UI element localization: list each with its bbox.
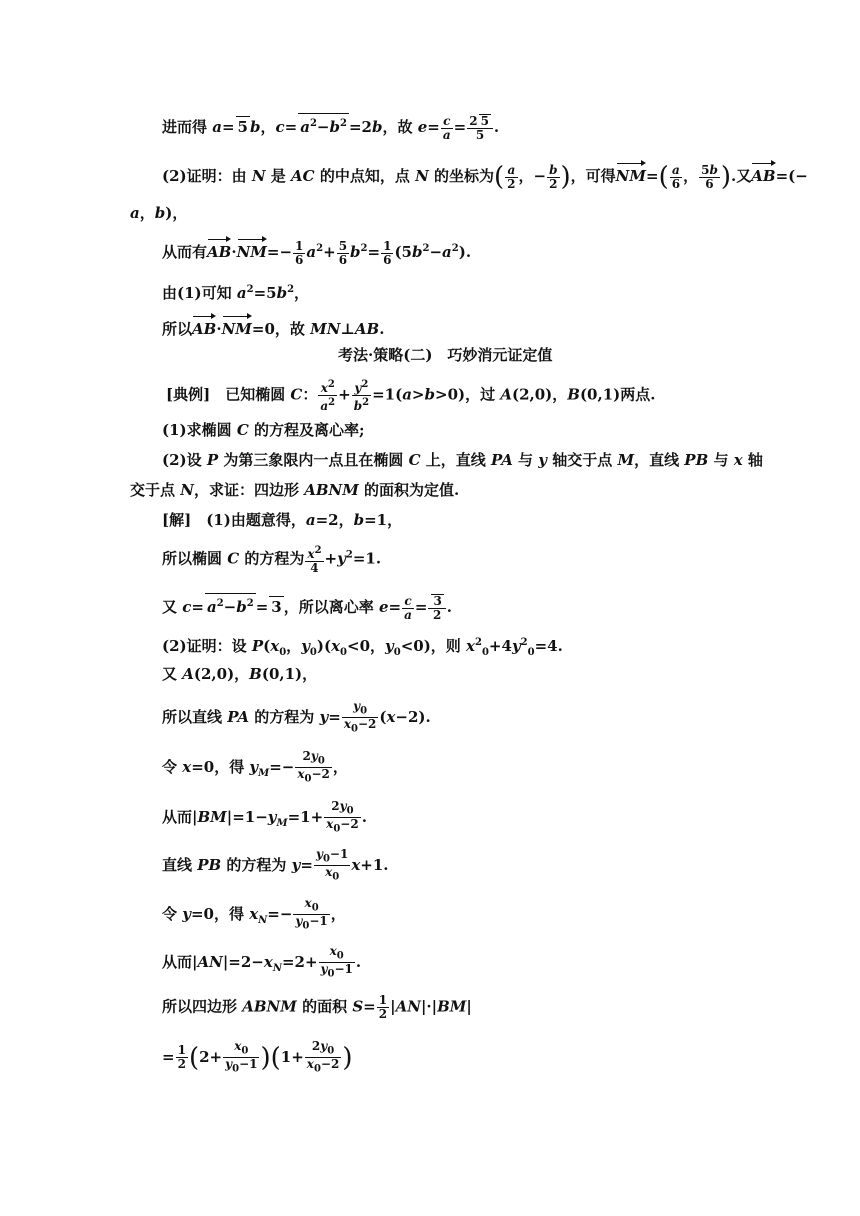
text-line-19: 从而$|BM|=1-y_M=1+$ $\frac{2y_0}{x_0-2}$ . <box>162 799 367 835</box>
text-line-20: 直线 PB 的方程为 y= $\frac{y_0-1}{x_0}$ x+1. <box>162 847 389 883</box>
text-line-10: (2)设 P 为第三象限内一点且在椭圆 C 上，直线 PA 与 y 轴交于点 M，直线 PB 与 x 轴 <box>162 451 763 469</box>
text-line-21: 令 y=0，得 $x_N=-$ $\frac{x_0}{y_0-1}$ ， <box>162 896 346 932</box>
text-line-5: 由(1)可知 $a^2=5b^2$， <box>162 284 310 302</box>
text-line-13: 所以椭圆 C 的方程为 $\frac{x^2}{4}$ $+y^2=1$. <box>162 545 382 575</box>
text-line-17: 所以直线 PA 的方程为 y= $\frac{y_0}{x_0-2}$ (x−2). <box>162 699 431 735</box>
text-line-8: [典例] 已知椭圆 C： $\frac{x^2}{a^2}$ + $\frac{y^2}{b^2}$ =1(a>b>0)，过 A(2,0)，B(0,1)两点. <box>166 379 656 413</box>
text-line-3: a，b)， <box>130 204 188 222</box>
text-line-23: 所以四边形 ABNM 的面积 S= $\frac{1}{2}$ |AN|·|BM| <box>162 993 472 1021</box>
text-line-15: (2)证明：设 $P(x_0$，$y_0)(x_0<0$，$y_0<0$)，则 $x^2_0+4y^2_0=4$. <box>162 637 563 658</box>
text-line-14: 又 $c= a^2-b^2 = 3$ ，所以离心率 e= $\frac{c}{a}$ = $\frac{3}{2}$ . <box>162 593 453 622</box>
text-line-16: 又 A(2,0)，B(0,1)， <box>162 665 318 683</box>
text-line-6: 所以AB·NM=0，故 MN⊥AB. <box>162 313 384 339</box>
text-line-24: = $\frac{1}{2}$ (2+ $\frac{x_0}{y_0-1}$ )(1+ $\frac{2y_0}{x_0-2}$ ) <box>162 1039 353 1075</box>
text-line-18: 令 x=0，得 $y_M=-$ $\frac{2y_0}{x_0-2}$ ， <box>162 749 348 785</box>
text-line-4: 从而有AB·NM=− $\frac{1}{6}$ $a^2+$ $\frac{5}{6}$ $b^2=$ $\frac{1}{6}$ $(5b^2-a^2)$. <box>162 236 471 267</box>
text-line-1: 进而得 a= 5 b，$c= a^2-b^2 =2b$，故 e= $\frac{c}{a}$ = $\frac{2 5}{5}$ . <box>162 113 500 142</box>
text-line-12: [解] (1)由题意得，a=2，b=1， <box>162 511 403 529</box>
section-heading: 考法·策略(二) 巧妙消元证定值 <box>338 346 553 364</box>
text-line-9: (1)求椭圆 C 的方程及离心率; <box>162 421 365 439</box>
text-line-22: 从而$|AN|=2-x_N=2+$ $\frac{x_0}{y_0-1}$ . <box>162 944 362 980</box>
text-line-11: 交于点 N，求证：四边形 ABNM 的面积为定值. <box>130 481 460 499</box>
text-line-2: (2)证明：由 N 是 AC 的中点知，点 N 的坐标为( $\frac{a}{2}$ ，− $\frac{b}{2}$ )，可得NM=( $\frac{a}{6}$ ， $\frac{5b}{6}$ ).又AB=(− <box>162 162 808 192</box>
